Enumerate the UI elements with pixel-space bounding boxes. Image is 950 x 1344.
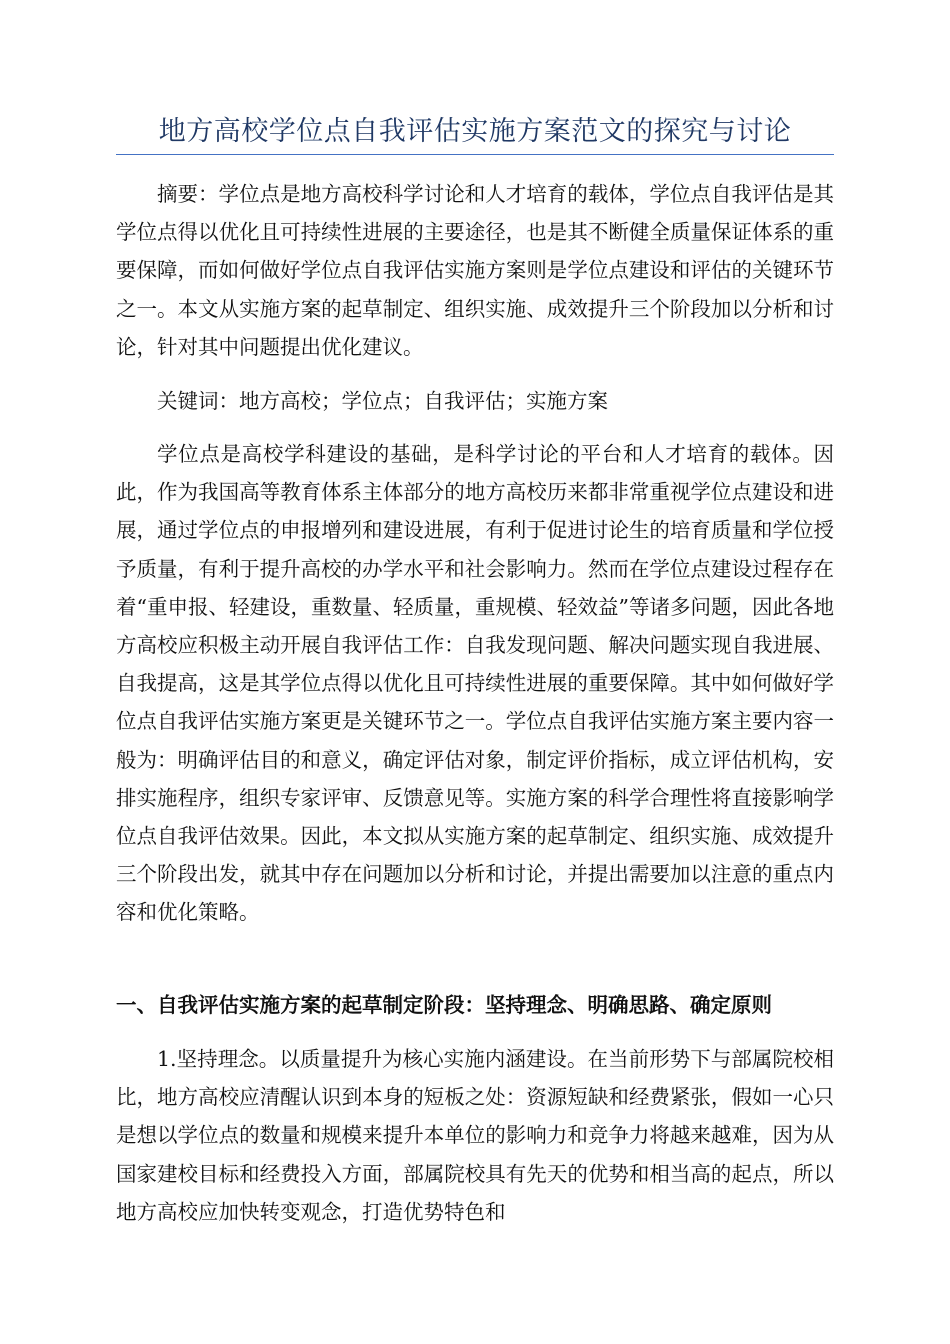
section-1-paragraph-1: 1.坚持理念。以质量提升为核心实施内涵建设。在当前形势下与部属院校相比，地方高校应清醒认识到本身的短板之处：资源短缺和经费紧张，假如一心只是想以学位点的数量和规模来提升本单位的影响力和竞争力将越来越难，因为从国家建校目标和经费投入方面，部属院校具有先天的优势和相当高的起点，所以地方高校应加快转变观念，打造优势特色和 — [116, 1047, 834, 1224]
document-title: 地方高校学位点自我评估实施方案范文的探究与讨论 — [158, 116, 792, 147]
keywords-line: 关键词：地方高校；学位点；自我评估；实施方案 — [157, 389, 608, 413]
intro-paragraph: 学位点是高校学科建设的基础，是科学讨论的平台和人才培育的载体。因此，作为我国高等教育体系主体部分的地方高校历来都非常重视学位点建设和进展，通过学位点的申报增列和建设进展，有利于促进讨论生的培育质量和学位授予质量，有利于提升高校的办学水平和社会影响力。然而在学位点建设过程存在着“重申报、轻建设，重数量、轻质量，重规模、轻效益”等诸多问题，因此各地方高校应积极主动开展自我评估工作：自我发现问题、解决问题实现自我进展、自我提高，这是其学位点得以优化且可持续性进展的重要保障。其中如何做好学位点自我评估实施方案更是关键环节之一。学位点自我评估实施方案主要内容一般为：明确评估目的和意义，确定评估对象，制定评价指标，成立评估机构，安排实施程序，组织专家评审、反馈意见等。实施方案的科学合理性将直接影响学位点自我评估效果。因此，本文拟从实施方案的起草制定、组织实施、成效提升三个阶段出发，就其中存在问题加以分析和讨论，并提出需要加以注意的重点内容和优化策略。 — [116, 442, 834, 925]
section-1-heading: 一、自我评估实施方案的起草制定阶段：坚持理念、明确思路、确定原则 — [116, 993, 772, 1017]
title-underline — [116, 154, 834, 155]
abstract-paragraph: 摘要：学位点是地方高校科学讨论和人才培育的载体，学位点自我评估是其学位点得以优化且可持续性进展的主要途径，也是其不断健全质量保证体系的重要保障，而如何做好学位点自我评估实施方案则是学位点建设和评估的关键环节之一。本文从实施方案的起草制定、组织实施、成效提升三个阶段加以分析和讨论，针对其中问题提出优化建议。 — [116, 182, 834, 359]
